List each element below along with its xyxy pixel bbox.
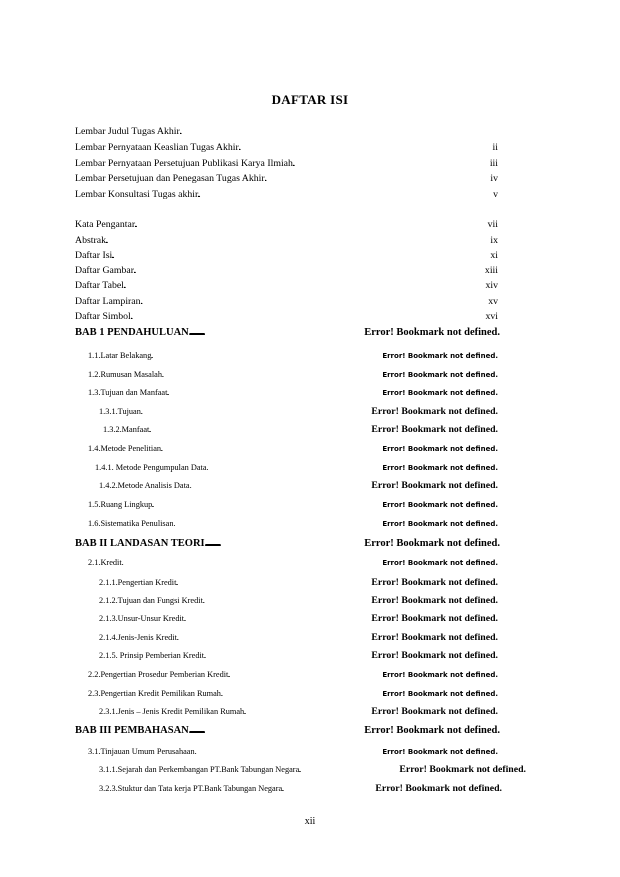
toc-leader-dots	[189, 327, 365, 339]
toc-entry[interactable]	[88, 688, 498, 700]
toc-entry-page: Error! Bookmark not defined.	[382, 520, 498, 528]
toc-entry[interactable]	[88, 557, 498, 569]
toc-entry-page: Error! Bookmark not defined.	[371, 632, 498, 643]
toc-entry-label: 2.3.1.Jenis – Jenis Kredit Pemilikan Rumah	[99, 707, 245, 716]
toc-entry[interactable]	[99, 613, 498, 625]
toc-entry[interactable]	[75, 142, 498, 154]
toc-entry[interactable]	[88, 669, 498, 681]
toc-entry-page: xvi	[485, 311, 498, 322]
toc-leader-dots	[205, 538, 365, 550]
toc-leader-dots	[177, 632, 371, 644]
toc-leader-dots	[176, 577, 371, 589]
toc-entry-label: Daftar Simbol	[75, 311, 131, 322]
toc-entry-label: Lembar Persetujuan dan Penegasan Tugas Akhir	[75, 173, 265, 184]
toc-leader-dots	[180, 126, 500, 138]
toc-entry[interactable]	[88, 746, 498, 758]
toc-leader-dots	[184, 613, 371, 625]
toc-entry-label: Daftar Gambar	[75, 265, 135, 276]
toc-leader-dots	[151, 350, 382, 362]
toc-entry[interactable]	[88, 387, 498, 399]
toc-entry-label: Lembar Judul Tugas Akhir	[75, 126, 180, 137]
toc-chapter-entry[interactable]	[75, 327, 500, 339]
toc-entry-label: 1.4.Metode Penelitian	[88, 444, 162, 453]
toc-entry-label: 2.3.Pengertian Kredit Pemilikan Rumah	[88, 689, 221, 698]
toc-leader-dots	[106, 235, 490, 247]
toc-entry-label: 2.1.1.Pengertian Kredit	[99, 578, 177, 587]
toc-entry[interactable]	[75, 158, 498, 170]
toc-entry-label: 1.4.2.Metode Analisis Data	[99, 481, 190, 490]
toc-entry-page: Error! Bookmark not defined.	[375, 783, 502, 794]
toc-entry[interactable]	[95, 462, 498, 474]
toc-leader-dots	[204, 650, 371, 662]
toc-leader-dots	[203, 595, 371, 607]
toc-leader-dots	[239, 142, 493, 154]
toc-entry[interactable]	[99, 406, 498, 418]
toc-chapter-entry[interactable]	[75, 538, 500, 550]
toc-entry-label: 2.1.4.Jenis-Jenis Kredit	[99, 633, 177, 642]
toc-leader-dots	[174, 518, 383, 530]
toc-leader-dots	[282, 783, 375, 795]
toc-entry-page: Error! Bookmark not defined.	[371, 595, 498, 606]
toc-leader-dots	[112, 250, 490, 262]
toc-leader-dots	[134, 265, 485, 277]
toc-entry[interactable]	[99, 764, 526, 776]
toc-entry-page: Error! Bookmark not defined.	[371, 650, 498, 661]
toc-entry-page: Error! Bookmark not defined.	[371, 480, 498, 491]
toc-entry-page: Error! Bookmark not defined.	[382, 445, 498, 453]
toc-entry-label: 1.2.Rumusan Masalah	[88, 370, 162, 379]
toc-entry[interactable]	[75, 219, 498, 231]
toc-entry-page: Error! Bookmark not defined.	[382, 464, 498, 472]
toc-entry-page: Error! Bookmark not defined.	[382, 389, 498, 397]
toc-leader-dots	[293, 158, 490, 170]
toc-entry-page: ix	[490, 235, 498, 246]
toc-entry[interactable]	[99, 480, 498, 492]
toc-entry[interactable]	[99, 783, 502, 795]
toc-entry-page: Error! Bookmark not defined.	[364, 327, 500, 338]
toc-entry[interactable]	[75, 126, 500, 138]
toc-entry-label: 2.1.2.Tujuan dan Fungsi Kredit	[99, 596, 203, 605]
toc-entry-page: Error! Bookmark not defined.	[371, 577, 498, 588]
toc-leader-dots	[124, 280, 486, 292]
toc-entry[interactable]	[88, 350, 498, 362]
toc-entry-page: Error! Bookmark not defined.	[371, 406, 498, 417]
toc-leader-dots	[244, 706, 371, 718]
toc-leader-dots	[228, 669, 382, 681]
toc-leader-dots	[189, 725, 364, 737]
toc-entry-label: 2.1.5. Prinsip Pemberian Kredit	[99, 651, 205, 660]
toc-entry-page: Error! Bookmark not defined.	[364, 538, 500, 549]
toc-entry-page: Error! Bookmark not defined.	[371, 706, 498, 717]
toc-entry[interactable]	[99, 632, 498, 644]
toc-entry-label: 3.1.Tinjauan Umum Perusahaan	[88, 747, 195, 756]
toc-entry-page: xv	[488, 296, 498, 307]
toc-leader-dots	[221, 688, 382, 700]
toc-entry[interactable]	[99, 577, 498, 589]
toc-leader-dots	[265, 173, 491, 185]
toc-entry-page: Error! Bookmark not defined.	[382, 371, 498, 379]
toc-entry-page: Error! Bookmark not defined.	[382, 748, 498, 756]
toc-leader-dots	[162, 369, 382, 381]
toc-entry-page: v	[493, 189, 498, 200]
toc-entry-label: BAB III PEMBAHASAN	[75, 725, 189, 736]
toc-entry[interactable]	[75, 265, 498, 277]
toc-entry[interactable]	[99, 706, 498, 718]
toc-entry-page: iii	[489, 158, 498, 169]
toc-entry[interactable]	[103, 424, 498, 436]
page-title: DAFTAR ISI	[271, 92, 349, 107]
toc-entry-page: xi	[490, 250, 498, 261]
toc-leader-dots	[149, 424, 371, 436]
toc-entry-page: Error! Bookmark not defined.	[382, 559, 498, 567]
toc-entry[interactable]	[88, 518, 498, 530]
toc-entry-label: 3.2.3.Stuktur dan Tata kerja PT.Bank Tabungan Negara	[99, 784, 283, 793]
toc-leader-dots	[190, 480, 372, 492]
toc-entry-page: xiii	[484, 265, 498, 276]
toc-entry-label: 1.3.2.Manfaat	[103, 425, 150, 434]
toc-entry-page: xiv	[485, 280, 498, 291]
toc-entry[interactable]	[75, 235, 498, 247]
toc-entry-label: BAB 1 PENDAHULUAN	[75, 327, 189, 338]
toc-entry-label: Daftar Isi	[75, 250, 113, 261]
toc-entry-label: 2.1.3.Unsur-Unsur Kredit	[99, 614, 185, 623]
toc-entry-page: Error! Bookmark not defined.	[371, 613, 498, 624]
toc-entry-label: Lembar Konsultasi Tugas akhir	[75, 189, 199, 200]
toc-entry-label: 2.2.Pengertian Prosedur Pemberian Kredit	[88, 670, 229, 679]
toc-leader-dots	[141, 296, 489, 308]
toc-entry-label: 2.1.Kredit	[88, 558, 122, 567]
toc-entry[interactable]	[99, 650, 498, 662]
toc-entry[interactable]	[75, 189, 498, 201]
toc-leader-dots	[131, 311, 486, 323]
toc-leader-dots	[299, 764, 399, 776]
toc-entry-page: Error! Bookmark not defined.	[382, 352, 498, 360]
toc-entry[interactable]	[88, 443, 498, 455]
toc-entry-label: 1.4.1. Metode Pengumpulan Data	[95, 463, 207, 472]
toc-leader-dots	[198, 189, 493, 201]
toc-entry-label: Daftar Lampiran	[75, 296, 141, 307]
toc-entry-page: Error! Bookmark not defined.	[382, 671, 498, 679]
toc-entry-page: ii	[492, 142, 498, 153]
toc-entry-label: BAB II LANDASAN TEORI	[75, 538, 205, 549]
toc-leader-dots	[141, 406, 371, 418]
toc-leader-dots	[152, 499, 382, 511]
toc-leader-dots	[167, 387, 382, 399]
page-number-footer: xii	[304, 816, 316, 827]
toc-entry[interactable]	[88, 499, 498, 511]
toc-leader-dots	[161, 443, 382, 455]
toc-entry-page: Error! Bookmark not defined.	[399, 764, 526, 775]
toc-entry-page: Error! Bookmark not defined.	[371, 424, 498, 435]
toc-entry-page: iv	[490, 173, 498, 184]
toc-chapter-entry[interactable]	[75, 725, 500, 737]
toc-entry-label: Lembar Pernyataan Persetujuan Publikasi Karya Ilmiah	[75, 158, 293, 169]
toc-entry[interactable]	[75, 311, 498, 323]
toc-entry[interactable]	[88, 369, 498, 381]
toc-entry-page: Error! Bookmark not defined.	[364, 725, 500, 736]
toc-leader-dots	[195, 746, 383, 758]
toc-entry-label: Lembar Pernyataan Keaslian Tugas Akhir	[75, 142, 239, 153]
toc-entry-label: 1.5.Ruang Lingkup	[88, 500, 153, 509]
toc-entry[interactable]	[99, 595, 498, 607]
toc-entry-page: Error! Bookmark not defined.	[382, 501, 498, 509]
toc-entry[interactable]	[75, 250, 498, 262]
toc-entry[interactable]	[75, 280, 498, 292]
toc-leader-dots	[122, 557, 383, 569]
toc-entry-label: Daftar Tabel	[75, 280, 124, 291]
toc-entry-label: 1.1.Latar Belakang	[88, 351, 152, 360]
toc-leader-dots	[135, 219, 488, 231]
toc-entry-label: Kata Pengantar	[75, 219, 136, 230]
toc-entry-page: Error! Bookmark not defined.	[382, 690, 498, 698]
toc-entry-label: 1.3.Tujuan dan Manfaat	[88, 388, 168, 397]
toc-entry-label: 1.3.1.Tujuan	[99, 407, 141, 416]
toc-entry[interactable]	[75, 173, 498, 185]
toc-leader-dots	[207, 462, 383, 474]
toc-entry[interactable]	[75, 296, 498, 308]
toc-entry-label: Abstrak	[75, 235, 107, 246]
toc-entry-label: 1.6.Sistematika Penulisan	[88, 519, 174, 528]
toc-entry-label: 3.1.1.Sejarah dan Perkembangan PT.Bank Tabungan Negara	[99, 765, 300, 774]
toc-entry-page: vii	[487, 219, 498, 230]
